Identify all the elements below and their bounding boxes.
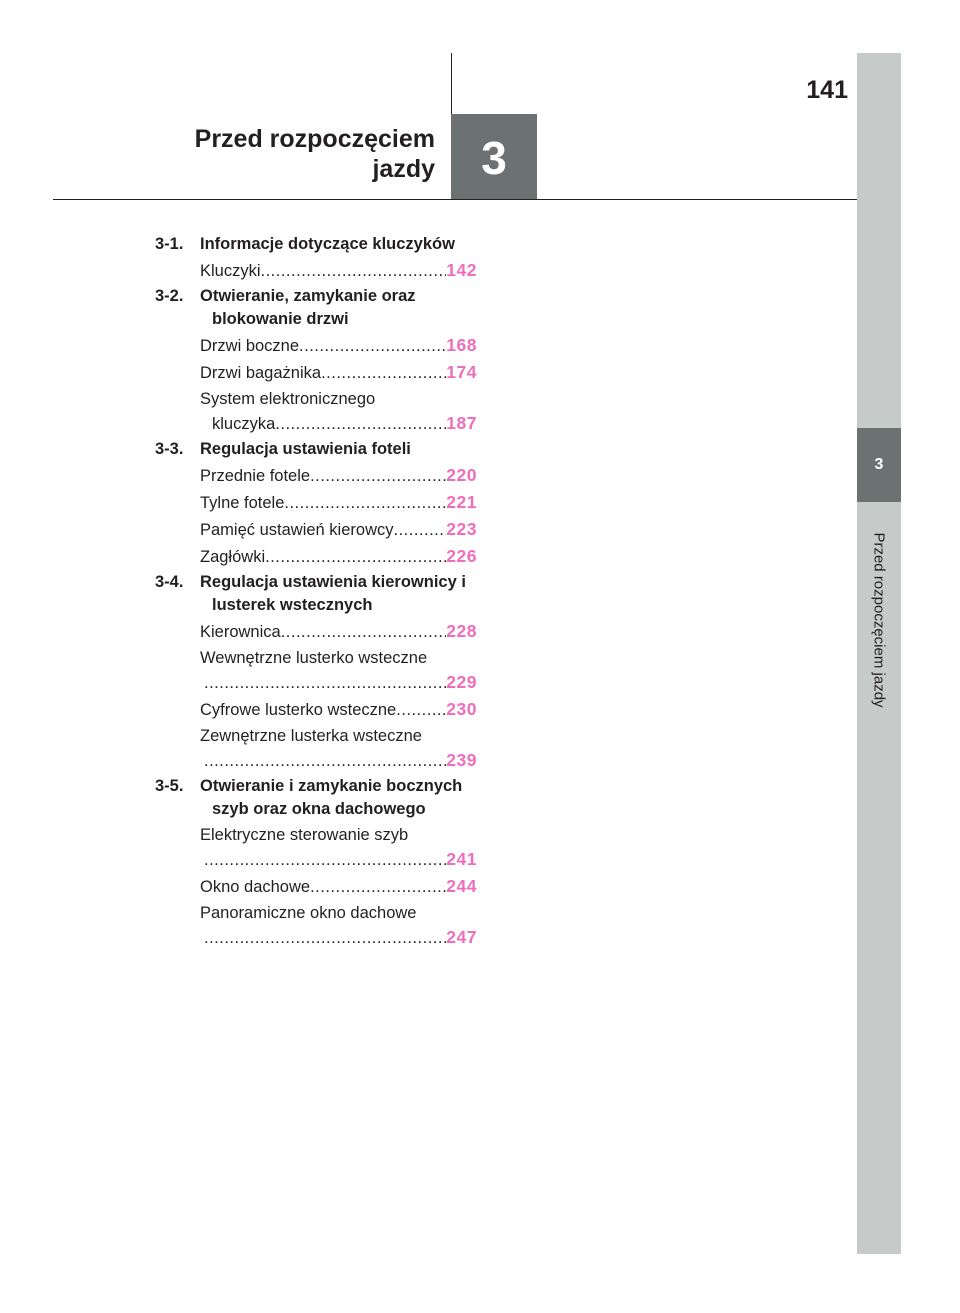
leader-dots [284, 491, 446, 515]
toc-section [155, 438, 477, 461]
section-title: Otwieranie, zamykanie oraz blokowanie drzwi [200, 287, 416, 328]
leader-dots [204, 926, 446, 950]
entry-page-link[interactable]: 221 [446, 492, 477, 512]
entry-label: Kierownica [200, 623, 281, 641]
header-divider-horizontal [53, 199, 857, 200]
toc-entry[interactable] [200, 646, 477, 695]
entry-label: Drzwi bagażnika [200, 364, 322, 382]
toc-entry[interactable] [200, 490, 477, 515]
side-chapter-label: Przed rozpoczęciem jazdy [870, 532, 888, 708]
entry-label: Zagłówki [200, 548, 266, 566]
entry-page-link[interactable]: 174 [446, 362, 477, 382]
chapter-title-line1: Przed rozpoczęciem [194, 125, 435, 153]
toc-section [155, 775, 477, 821]
leader-dots [394, 518, 447, 542]
section-title: Informacje dotyczące kluczyków [200, 235, 455, 253]
chapter-number-box: 3 [451, 114, 537, 199]
toc-entry[interactable] [200, 517, 477, 542]
entry-label: Cyfrowe lusterko wsteczne [200, 701, 397, 719]
entry-page-link[interactable]: 241 [446, 849, 477, 869]
toc-section [155, 285, 477, 331]
section-title: Regulacja ustawienia kierownicy i lusterek wstecznych [200, 573, 466, 614]
section-number: 3-5. [155, 777, 184, 795]
entry-label: Elektryczne sterowanie szyb [200, 826, 409, 844]
leader-dots [204, 749, 446, 773]
leader-dots [265, 545, 446, 569]
section-number: 3-4. [155, 573, 184, 591]
leader-dots [310, 875, 446, 899]
entry-page-link[interactable]: 247 [446, 927, 477, 947]
entry-page-link[interactable]: 220 [446, 465, 477, 485]
entry-page-link[interactable]: 229 [446, 672, 477, 692]
section-number: 3-1. [155, 235, 184, 253]
entry-page-link[interactable]: 223 [446, 519, 477, 539]
toc-entry[interactable] [200, 823, 477, 872]
toc-entry[interactable] [200, 724, 477, 773]
leader-dots [275, 412, 446, 436]
entry-label: Przednie fotele [200, 467, 311, 485]
entry-page-link[interactable]: 228 [446, 621, 477, 641]
leader-dots [261, 259, 447, 283]
header-divider-vertical [451, 53, 452, 115]
entry-label-continued: kluczyka [212, 415, 276, 433]
toc-entry[interactable] [200, 544, 477, 569]
leader-dots [204, 848, 446, 872]
entry-label: Wewnętrzne lusterko wsteczne [200, 649, 428, 667]
entry-label: Pamięć ustawień kierowcy [200, 521, 394, 539]
entry-label: Drzwi boczne [200, 337, 300, 355]
section-number: 3-2. [155, 287, 184, 305]
leader-dots [310, 464, 446, 488]
side-chapter-tab[interactable]: 3 [857, 428, 901, 502]
toc-entry[interactable] [200, 258, 477, 283]
entry-label: Okno dachowe [200, 878, 311, 896]
entry-label: System elektronicznego [200, 390, 376, 408]
entry-page-link[interactable]: 230 [446, 699, 477, 719]
toc-section [155, 571, 477, 617]
toc-entry[interactable] [200, 619, 477, 644]
table-of-contents [155, 233, 477, 952]
entry-label: Tylne fotele [200, 494, 285, 512]
entry-label: Panoramiczne okno dachowe [200, 904, 417, 922]
leader-dots [321, 361, 446, 385]
entry-label: Kluczyki [200, 262, 261, 280]
toc-entry[interactable] [200, 333, 477, 358]
entry-label: Zewnętrzne lusterka wsteczne [200, 727, 422, 745]
toc-entry[interactable] [200, 360, 477, 385]
chapter-title-line2: jazdy [372, 155, 435, 183]
page-number: 141 [806, 76, 848, 104]
leader-dots [281, 620, 447, 644]
toc-section [155, 233, 477, 256]
entry-page-link[interactable]: 239 [446, 750, 477, 770]
entry-page-link[interactable]: 187 [446, 413, 477, 433]
entry-page-link[interactable]: 168 [446, 335, 477, 355]
section-title: Regulacja ustawienia foteli [200, 440, 411, 458]
toc-entry[interactable] [200, 387, 477, 436]
toc-entry[interactable] [200, 463, 477, 488]
leader-dots [396, 698, 446, 722]
chapter-title [195, 124, 435, 184]
entry-page-link[interactable]: 142 [446, 260, 477, 280]
leader-dots [299, 334, 446, 358]
section-title: Otwieranie i zamykanie bocznych szyb oraz okna dachowego [200, 777, 463, 818]
entry-page-link[interactable]: 226 [446, 546, 477, 566]
toc-entry[interactable] [200, 874, 477, 899]
toc-entry[interactable] [200, 697, 477, 722]
section-number: 3-3. [155, 440, 184, 458]
leader-dots [204, 671, 446, 695]
toc-entry[interactable] [200, 901, 477, 950]
entry-page-link[interactable]: 244 [446, 876, 477, 896]
